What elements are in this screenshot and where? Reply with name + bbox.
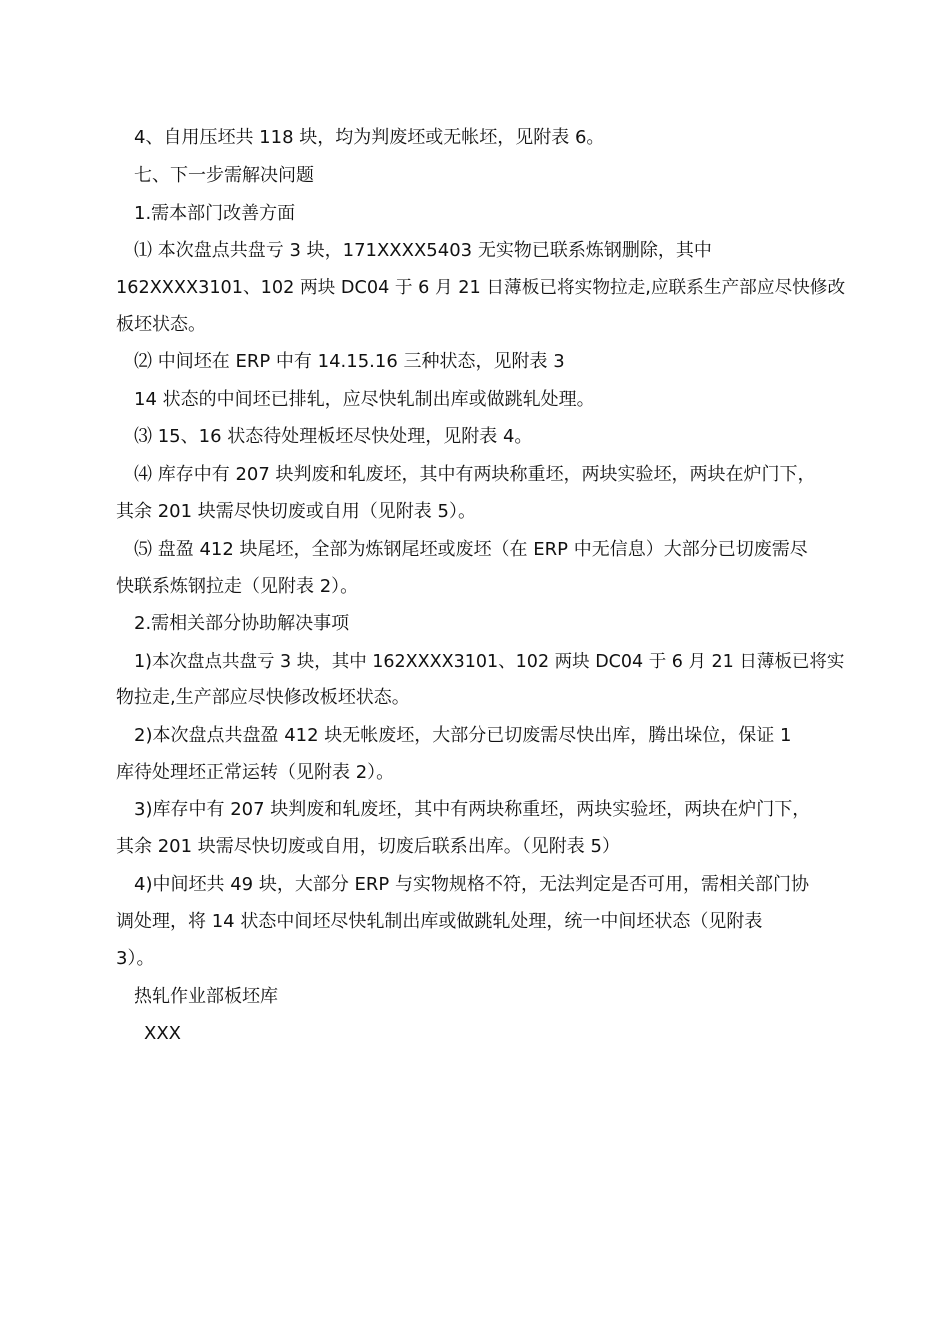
section-7-heading: 七、下一步需解决问题 bbox=[134, 165, 314, 186]
signature-name: XXX bbox=[144, 1023, 181, 1044]
assist-1-line-1: 1)本次盘点共盘亏 3 块，其中 162XXXX3101、102 两块 DC04 于 6 月 21 日薄板已将实 bbox=[134, 652, 845, 672]
para-4-line-2: 其余 201 块需尽快切废或自用（见附表 5）。 bbox=[116, 501, 476, 522]
assist-1-line-2: 物拉走,生产部应尽快修改板坯状态。 bbox=[116, 687, 410, 708]
item-4-self-use: 4、自用压坯共 118 块，均为判废坯或无帐坯，见附表 6。 bbox=[134, 127, 605, 148]
para-1-line-1: ⑴ 本次盘点共盘亏 3 块，171XXXX5403 无实物已联系炼钢删除，其中 bbox=[134, 240, 712, 261]
para-5-line-2: 快联系炼钢拉走（见附表 2）。 bbox=[116, 576, 359, 597]
assist-4-line-1: 4)中间坯共 49 块，大部分 ERP 与实物规格不符，无法判定是否可用，需相关部门协 bbox=[134, 874, 809, 895]
signature-department: 热轧作业部板坯库 bbox=[134, 986, 278, 1007]
para-2-line-2: 14 状态的中间坯已排轧，应尽快轧制出库或做跳轧处理。 bbox=[134, 389, 595, 410]
para-3-line-1: ⑶ 15、16 状态待处理板坯尽快处理，见附表 4。 bbox=[134, 426, 533, 447]
para-5-line-1: ⑸ 盘盈 412 块尾坯，全部为炼钢尾坯或废坯（在 ERP 中无信息）大部分已切废需尽 bbox=[134, 539, 808, 560]
subsection-1-heading: 1.需本部门改善方面 bbox=[134, 203, 296, 224]
para-4-line-1: ⑷ 库存中有 207 块判废和轧废坯，其中有两块称重坯，两块实验坯，两块在炉门下， bbox=[134, 464, 816, 485]
assist-3-line-1: 3)库存中有 207 块判废和轧废坯，其中有两块称重坯，两块实验坯，两块在炉门下， bbox=[134, 799, 811, 820]
para-1-line-2: 162XXXX3101、102 两块 DC04 于 6 月 21 日薄板已将实物拉走,应联系生产部应尽快修改 bbox=[116, 278, 846, 298]
assist-2-line-1: 2)本次盘点共盘盈 412 块无帐废坯，大部分已切废需尽快出库，腾出垛位，保证 1 bbox=[134, 725, 792, 746]
assist-4-line-2: 调处理，将 14 状态中间坯尽快轧制出库或做跳轧处理，统一中间坯状态（见附表 bbox=[116, 911, 763, 932]
subsection-2-heading: 2.需相关部分协助解决事项 bbox=[134, 613, 350, 634]
assist-2-line-2: 库待处理坯正常运转（见附表 2）。 bbox=[116, 762, 395, 783]
assist-3-line-2: 其余 201 块需尽快切废或自用，切废后联系出库。（见附表 5） bbox=[116, 836, 620, 857]
para-2-line-1: ⑵ 中间坯在 ERP 中有 14.15.16 三种状态，见附表 3 bbox=[134, 351, 565, 372]
assist-4-line-3: 3）。 bbox=[116, 948, 155, 969]
para-1-line-3: 板坯状态。 bbox=[116, 314, 206, 335]
